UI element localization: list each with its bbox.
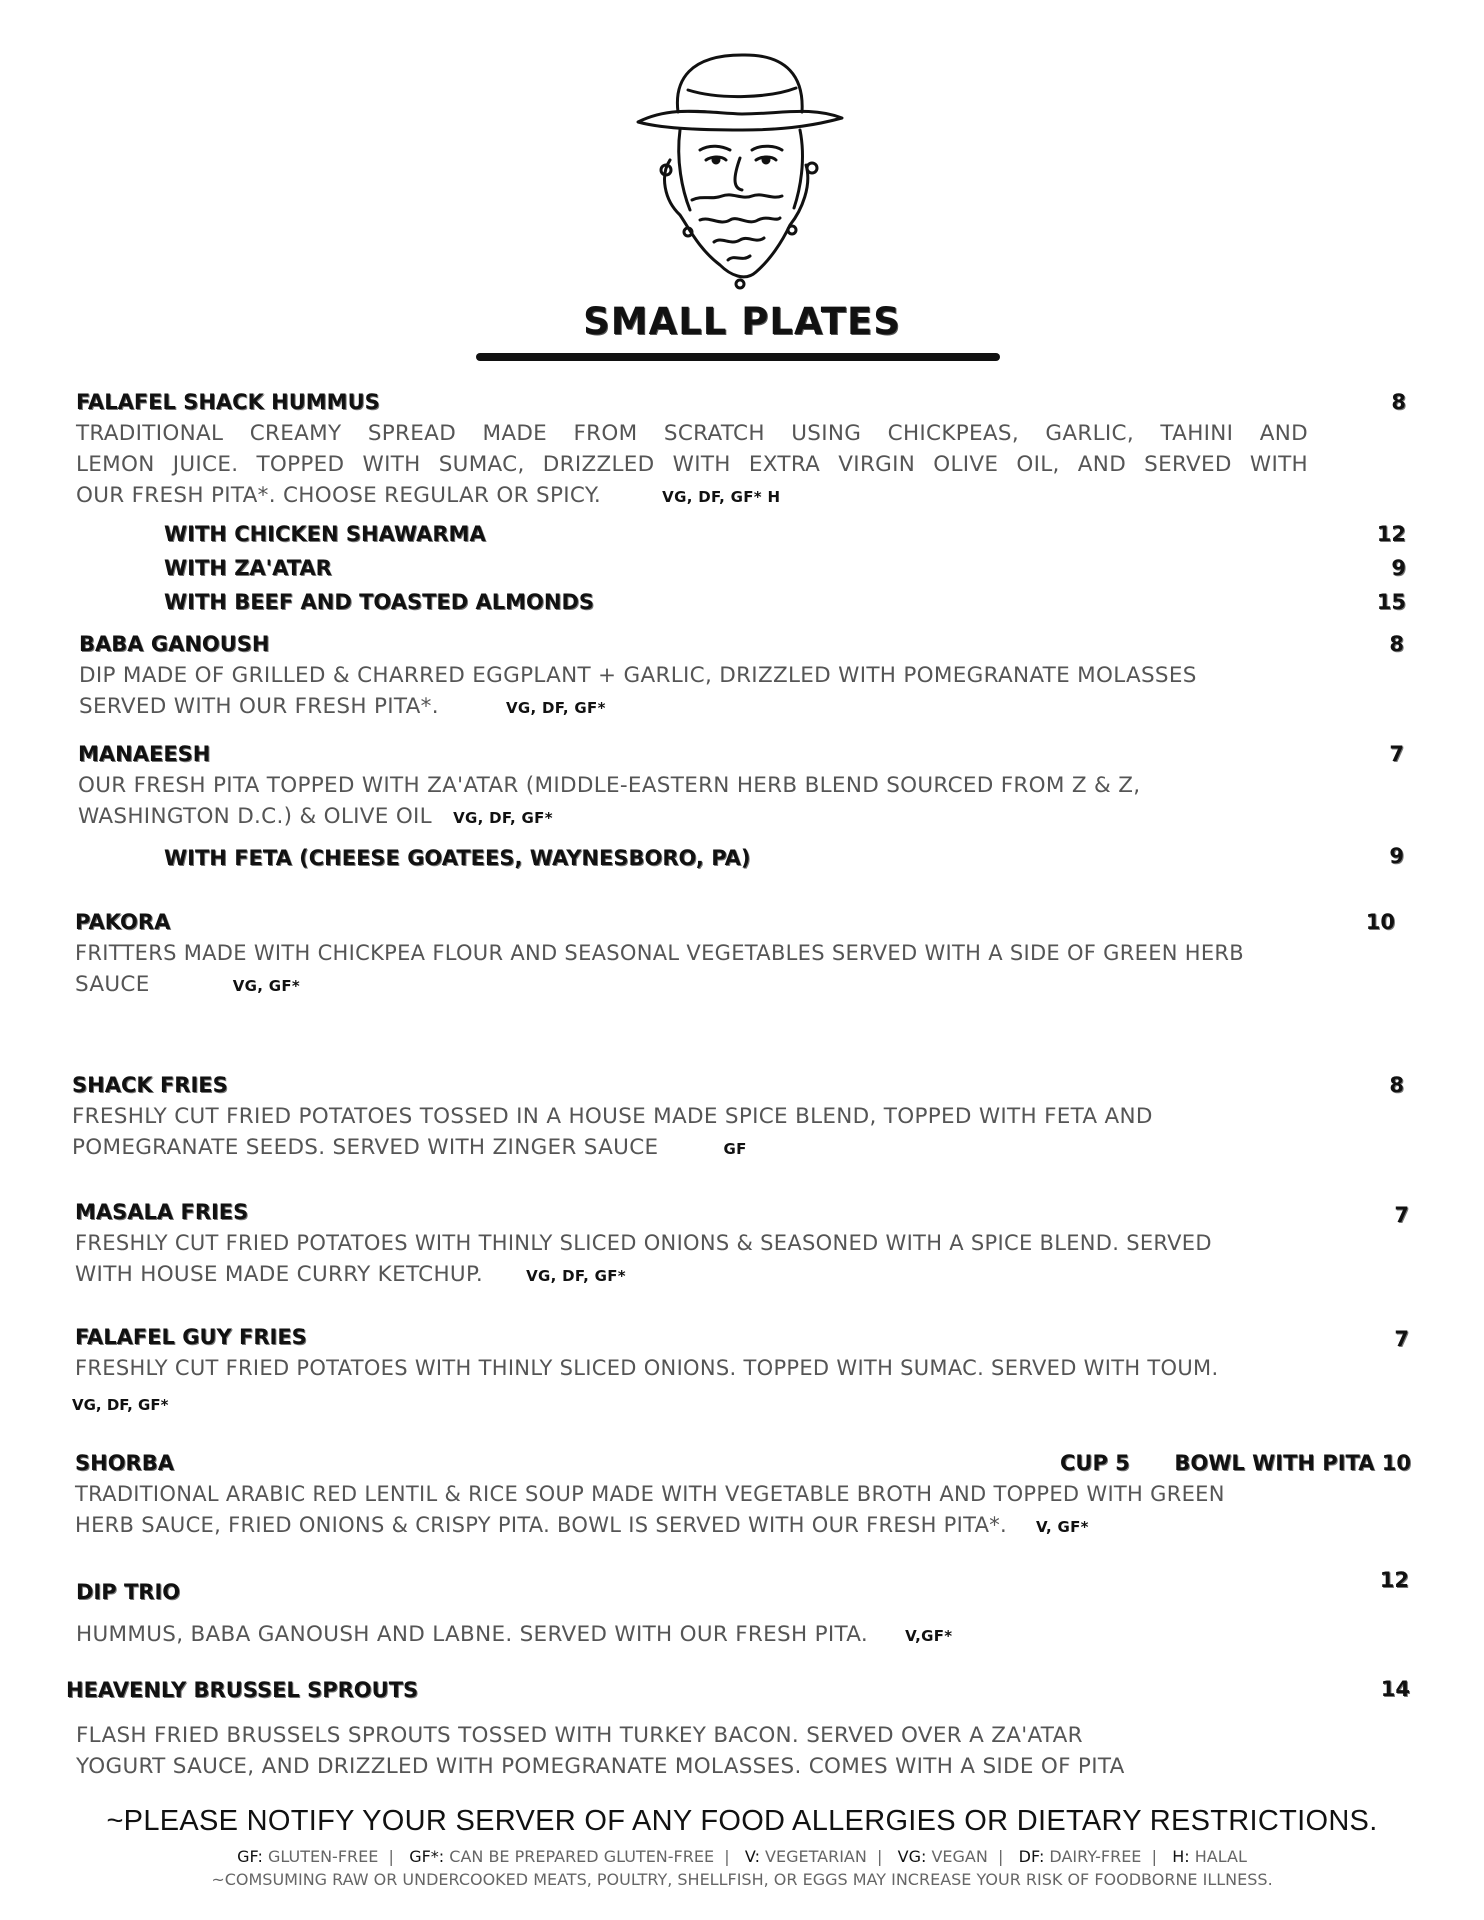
section-title: SMALL PLATES <box>583 300 901 343</box>
dietary-legend <box>0 1847 1484 1866</box>
item-description-text: HUMMUS, BABA GANOUSH AND LABNE. SERVED WITH OUR FRESH PITA. <box>76 1622 869 1647</box>
item-price: 8 <box>1389 1073 1404 1097</box>
legend-text: CAN BE PREPARED GLUTEN-FREE <box>444 1847 715 1866</box>
menu-item-shorba <box>75 1451 1411 1543</box>
menu-item-baba-ganoush <box>79 632 1404 724</box>
legend-separator: | <box>987 1847 1014 1866</box>
menu-item-manaeesh <box>78 742 1404 834</box>
menu-item-sprouts-name: HEAVENLY BRUSSEL SPROUTS <box>66 1678 419 1702</box>
item-description: DIP MADE OF GRILLED & CHARRED EGGPLANT + GARLIC, DRIZZLED WITH POMEGRANATE MOLASSES <box>79 663 1197 688</box>
item-name: SHORBA <box>75 1451 174 1475</box>
menu-item-sprouts-description: FLASH FRIED BRUSSELS SPROUTS TOSSED WITH TURKEY BACON. SERVED OVER A ZA'ATAR <box>76 1723 1083 1748</box>
legend-code: V: <box>744 1847 760 1866</box>
item-description <box>75 969 1415 1002</box>
item-price: 7 <box>1394 1203 1409 1227</box>
item-name: MASALA FRIES <box>75 1200 249 1224</box>
item-description: FRESHLY CUT FRIED POTATOES WITH THINLY SLICED ONIONS & SEASONED WITH A SPICE BLEND. SERVED <box>75 1231 1212 1255</box>
price-bowl: BOWL WITH PITA 10 <box>1174 1451 1411 1475</box>
legend-text: HALAL <box>1189 1847 1247 1866</box>
legend-text: DAIRY-FREE <box>1044 1847 1142 1866</box>
item-price: 8 <box>1389 632 1404 656</box>
item-description: TRADITIONAL CREAMY SPREAD MADE FROM SCRATCH USING CHICKPEAS, GARLIC, TAHINI AND <box>76 421 1308 446</box>
item-description <box>78 801 1404 834</box>
legend-separator: | <box>866 1847 893 1866</box>
item-description: FRESHLY CUT FRIED POTATOES TOSSED IN A HOUSE MADE SPICE BLEND, TOPPED WITH FETA AND <box>72 1104 1153 1129</box>
item-description: FRESHLY CUT FRIED POTATOES WITH THINLY SLICED ONIONS. TOPPED WITH SUMAC. SERVED WITH TOUM. <box>75 1356 1219 1380</box>
legend-code: H: <box>1172 1847 1190 1866</box>
addon-feta: WITH FETA (CHEESE GOATEES, WAYNESBORO, PA) <box>164 846 751 870</box>
legend-code: DF: <box>1018 1847 1045 1866</box>
item-description <box>72 1132 1404 1165</box>
foodborne-illness-warning: ~COMSUMING RAW OR UNDERCOOKED MEATS, POULTRY, SHELLFISH, OR EGGS MAY INCREASE YOUR RISK OF FOODBORNE ILLNESS. <box>211 1870 1273 1889</box>
item-price: 8 <box>1391 390 1406 414</box>
menu-item-sprouts-description: YOGURT SAUCE, AND DRIZZLED WITH POMEGRANATE MOLASSES. COMES WITH A SIDE OF PITA <box>76 1754 1125 1779</box>
allergy-notice: ~PLEASE NOTIFY YOUR SERVER OF ANY FOOD ALLERGIES OR DIETARY RESTRICTIONS. <box>106 1805 1378 1837</box>
dietary-tags: VG, DF, GF* <box>72 1396 169 1414</box>
menu-item-masala-fries <box>75 1200 1409 1292</box>
dietary-tags: V,GF* <box>905 1627 953 1645</box>
item-price: 7 <box>1394 1327 1409 1351</box>
dietary-tags: GF <box>723 1140 747 1158</box>
menu-item-shack-fries <box>72 1073 1404 1165</box>
menu-item-pakora <box>75 910 1415 1002</box>
item-description <box>76 480 1406 513</box>
addon-feta-price: 9 <box>1389 844 1404 868</box>
dietary-tags: VG, DF, GF* <box>505 699 606 717</box>
menu-item-hummus <box>76 390 1406 513</box>
item-description-text: SAUCE <box>75 972 150 997</box>
item-price: 7 <box>1389 742 1404 766</box>
item-description-text: HERB SAUCE, FRIED ONIONS & CRISPY PITA. BOWL IS SERVED WITH OUR FRESH PITA*. <box>75 1513 1008 1537</box>
addon-beef-almonds: WITH BEEF AND TOASTED ALMONDS <box>164 590 595 614</box>
legend-code: GF: <box>237 1847 263 1866</box>
addon-chicken-shawarma: WITH CHICKEN SHAWARMA <box>164 522 486 546</box>
falafel-shack-logo <box>630 50 850 295</box>
item-name: BABA GANOUSH <box>79 632 270 656</box>
legend-text: VEGETARIAN <box>759 1847 867 1866</box>
item-description <box>79 691 1404 724</box>
legend-code: GF*: <box>409 1847 445 1866</box>
title-divider <box>476 353 1000 361</box>
menu-item-falafel-guy-fries <box>75 1325 1409 1384</box>
dietary-tags: VG, DF, GF* H <box>662 488 781 506</box>
addon-chicken-shawarma-price: 12 <box>1376 522 1406 546</box>
menu-item-dip-trio-price: 12 <box>1379 1568 1409 1592</box>
legend-separator: | <box>1141 1847 1168 1866</box>
dietary-tags: VG, DF, GF* <box>453 809 553 827</box>
item-name: FALAFEL GUY FRIES <box>75 1325 307 1349</box>
price-cup: CUP 5 <box>1060 1451 1130 1475</box>
item-name: PAKORA <box>75 910 171 934</box>
legend-code: VG: <box>897 1847 927 1866</box>
legend-separator: | <box>714 1847 740 1866</box>
menu-item-sprouts-price: 14 <box>1380 1677 1410 1701</box>
item-name: MANAEESH <box>78 742 211 766</box>
dietary-tags: V, GF* <box>1036 1518 1089 1536</box>
item-description-text: SERVED WITH OUR FRESH PITA*. <box>79 694 439 719</box>
legend-text: VEGAN <box>926 1847 988 1866</box>
item-description: FRITTERS MADE WITH CHICKPEA FLOUR AND SEASONAL VEGETABLES SERVED WITH A SIDE OF GREEN HERB <box>75 941 1245 965</box>
addon-zaatar: WITH ZA'ATAR <box>164 556 332 580</box>
item-description: OUR FRESH PITA TOPPED WITH ZA'ATAR (MIDDLE-EASTERN HERB BLEND SOURCED FROM Z & Z, <box>78 773 1141 798</box>
dietary-tags: VG, GF* <box>232 977 301 995</box>
item-description: LEMON JUICE. TOPPED WITH SUMAC, DRIZZLED WITH EXTRA VIRGIN OLIVE OIL, AND SERVED WITH <box>76 452 1308 477</box>
addon-zaatar-price: 9 <box>1391 556 1406 580</box>
dietary-tags: VG, DF, GF* <box>526 1267 626 1285</box>
legend-separator: | <box>378 1847 405 1866</box>
item-description: TRADITIONAL ARABIC RED LENTIL & RICE SOUP MADE WITH VEGETABLE BROTH AND TOPPED WITH GREEN <box>75 1482 1225 1506</box>
item-name: SHACK FRIES <box>72 1073 228 1097</box>
menu-item-dip-trio-description <box>76 1619 952 1652</box>
menu-item-dip-trio-name: DIP TRIO <box>76 1580 181 1604</box>
item-description-text: WASHINGTON D.C.) & OLIVE OIL <box>78 804 432 829</box>
item-description <box>75 1510 1411 1543</box>
item-price: 10 <box>1365 910 1395 934</box>
legend-text: GLUTEN-FREE <box>262 1847 379 1866</box>
item-description-text: OUR FRESH PITA*. CHOOSE REGULAR OR SPICY. <box>76 483 602 508</box>
item-description-text: WITH HOUSE MADE CURRY KETCHUP. <box>75 1262 483 1287</box>
item-description <box>75 1259 1409 1292</box>
addon-beef-almonds-price: 15 <box>1376 590 1406 614</box>
item-name: FALAFEL SHACK HUMMUS <box>76 390 380 414</box>
item-description-text: POMEGRANATE SEEDS. SERVED WITH ZINGER SAUCE <box>72 1135 659 1160</box>
